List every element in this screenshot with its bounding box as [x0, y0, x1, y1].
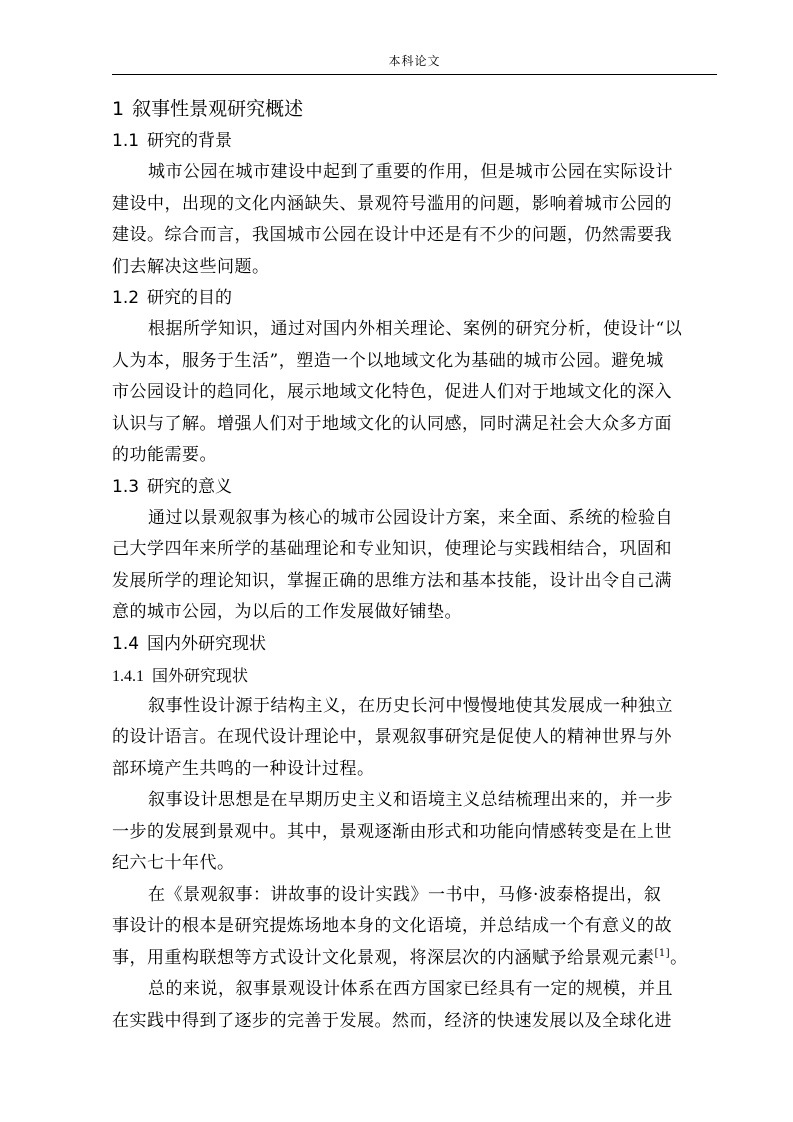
text-line: 市公园设计的趋同化，展示地域文化特色，促进人们对于地域文化的深入 [112, 382, 672, 402]
document-body [112, 92, 717, 1037]
paragraph-foreign-4 [112, 974, 717, 1037]
text-line: 建设。综合而言，我国城市公园在设计中还是有不少的问题，仍然需要我 [112, 225, 672, 245]
section-heading-1-2 [112, 283, 717, 314]
section-title: 研究的意义 [147, 476, 233, 497]
text-line: 纪六七十年代。 [112, 853, 235, 873]
paragraph-foreign-1 [112, 691, 717, 786]
text-line: 们去解决这些问题。 [112, 256, 270, 277]
section-heading-1-3 [112, 472, 717, 503]
text-line: 事设计的根本是研究提炼场地本身的文化语境，并总结成一个有意义的故 [112, 916, 672, 936]
text-line: 叙事设计思想是在早期历史主义和语境主义总结梳理出来的，并一步 [148, 790, 673, 810]
chapter-title: 叙事性景观研究概述 [132, 98, 304, 120]
section-number: 1.4 [112, 633, 140, 654]
section-title: 国内外研究现状 [147, 633, 267, 654]
paragraph-foreign-2 [112, 785, 717, 880]
text-line: 通过以景观叙事为核心的城市公园设计方案，来全面、系统的检验自 [148, 507, 673, 528]
chapter-heading [112, 92, 717, 126]
text-line: 总的来说，叙事景观设计体系在西方国家已经具有一定的规模，并且 [148, 979, 673, 999]
section-number: 1.2 [112, 288, 140, 308]
text-line: 的功能需要。 [112, 445, 217, 465]
text-line: 建设中，出现的文化内涵缺失、景观符号滥用的问题，影响着城市公园的 [112, 193, 672, 214]
text-line: 发展所学的理论知识，掌握正确的思维方法和基本技能，设计出令自己满 [112, 570, 672, 591]
text-fragment: 事，用重构联想等方式设计文化景观，将深层次的内涵赋予给景观元素 [112, 947, 655, 968]
page-header [112, 50, 717, 75]
text-line [112, 943, 717, 975]
section-number: 1.3 [112, 476, 140, 497]
section-title: 研究的背景 [147, 131, 233, 151]
subsection-heading-1-4-1 [112, 660, 717, 691]
text-line: 认识与了解。增强人们对于地域文化的认同感，同时满足社会大众多方面 [112, 413, 672, 434]
text-line: 一步的发展到景观中。其中，景观逐渐由形式和功能向情感转变是在上世 [112, 821, 672, 842]
paragraph-significance [112, 503, 717, 629]
section-heading-1-4 [112, 629, 717, 660]
header-title: 本科论文 [388, 54, 441, 68]
text-line: 在实践中得到了逐步的完善于发展。然而，经济的快速发展以及全球化进 [112, 1010, 672, 1031]
section-number: 1.1 [112, 131, 140, 151]
text-line: 的设计语言。在现代设计理论中，景观叙事研究是促使人的精神世界与外 [112, 727, 672, 747]
paragraph-foreign-3 [112, 880, 717, 975]
chapter-number: 1 [112, 98, 125, 120]
paragraph-purpose [112, 314, 717, 472]
text-fragment: 。 [670, 947, 688, 968]
subsection-number: 1.4.1 [112, 667, 144, 685]
section-title: 研究的目的 [147, 288, 233, 308]
text-line: 叙事性设计源于结构主义，在历史长河中慢慢地使其发展成一种独立 [148, 695, 673, 716]
text-line: 己大学四年来所学的基础理论和专业知识，使理论与实践相结合，巩固和 [112, 539, 672, 559]
subsection-title: 国外研究现状 [152, 665, 249, 685]
text-line: 在《景观叙事：讲故事的设计实践》一书中，马修·波泰格提出，叙 [148, 884, 662, 905]
text-line: 意的城市公园，为以后的工作发展做好铺垫。 [112, 602, 462, 622]
citation-reference: [1] [654, 947, 671, 959]
section-heading-1-1 [112, 126, 717, 157]
paragraph-background [112, 157, 717, 283]
text-line: 部环境产生共鸣的一种设计过程。 [112, 758, 375, 779]
text-line: 根据所学知识，通过对国内外相关理论、案例的研究分析，使设计“以 [148, 319, 683, 339]
text-line: 人为本，服务于生活”，塑造一个以地域文化为基础的城市公园。避免城 [112, 350, 664, 371]
text-line: 城市公园在城市建设中起到了重要的作用，但是城市公园在实际设计 [148, 162, 673, 182]
